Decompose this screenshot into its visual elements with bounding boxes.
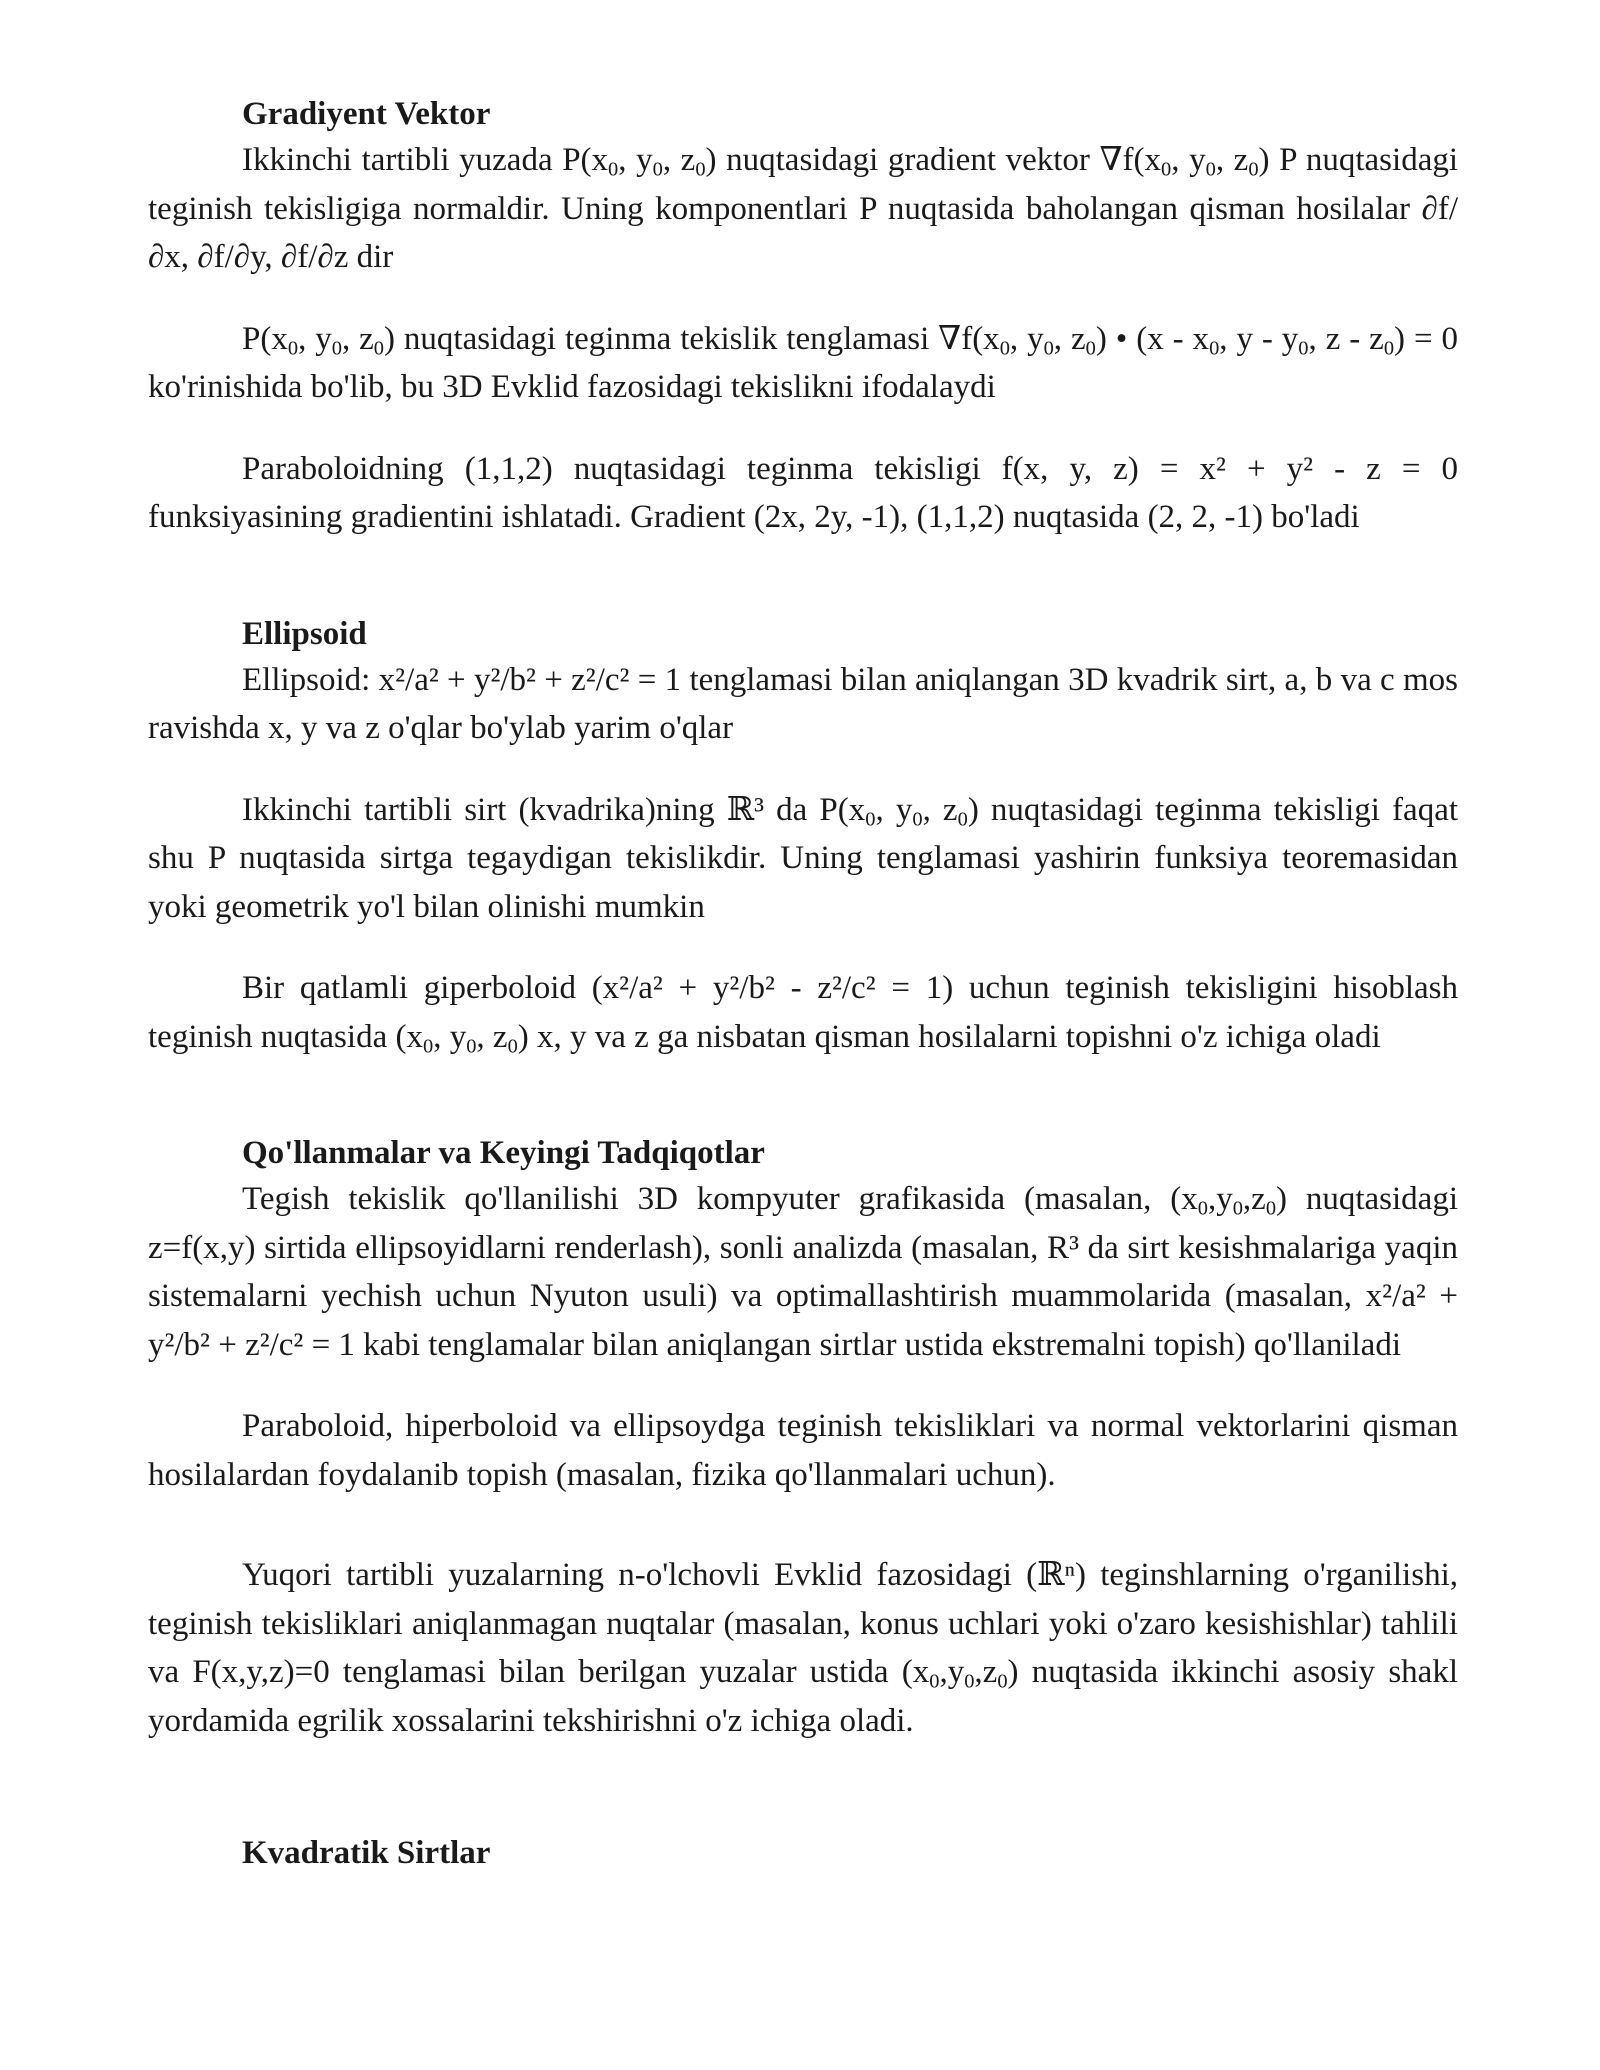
paragraph [148,1175,1458,1369]
text-run: ) nuqtasidagi gradient vektor ∇f(x [705,142,1162,178]
text-run: , y [618,142,653,178]
subscript: 0 [997,1670,1008,1693]
subscript: 0 [1043,337,1054,360]
document-page [148,92,1458,1875]
subscript: 0 [331,337,342,360]
text-run: Bir qatlamli giperboloid (x²/a² + y²/b² - z²/c² = 1) uchun teginish tekisligini hisoblash teginish nuqtasida (x [148,970,1458,1055]
subscript: 0 [652,158,663,181]
text-run: ) nuqtasidagi z=f(x,y) sirtida ellipsoyidlarni renderlash), sonli analizda (masalan, R³ da sirt kesishmalariga yaqin sistemalarni yechish uchun Nyuton usuli) va optimallashtirish muammolarida (masalan, x²/a² + y²/b² + z²/c² = 1 kabi tenglamalar bilan aniqlangan sirtlar ustida ekstremalni topish) qo'llaniladi [148,1181,1458,1363]
subscript: 0 [865,808,876,831]
text-run: P(x [242,320,288,357]
subscript: 0 [999,337,1010,360]
text-run: ) nuqtasidagi teginma tekislik tenglamasi ∇f(x [384,320,1000,357]
text-run: Ikkinchi tartibli yuzada P(x [242,142,609,178]
paragraph [148,445,1458,542]
text-run: , z [1215,142,1249,178]
subscript: 0 [422,1035,434,1058]
text-run: , z [1053,320,1086,357]
text-run: ) x, y va z ga nisbatan qisman hosilalarni topishni o'z ichiga oladi [517,1018,1381,1055]
text-run: , y - y [1219,320,1299,357]
text-run: , y [1009,320,1044,357]
subscript: 0 [373,337,384,360]
paragraph [148,1402,1458,1499]
subscript: 0 [1265,1197,1277,1220]
paragraph [148,1551,1458,1745]
text-run: , y [298,320,332,357]
text-run: Ikkinchi tartibli sirt (kvadrika)ning ℝ³ da P(x [242,791,866,828]
section-heading-applications: Qo'llanmalar va Keyingi Tadqiqotlar [242,1135,765,1171]
subscript: 0 [1298,337,1309,360]
section-heading-ellipsoid: Ellipsoid [242,615,367,652]
text-run: ) • (x - x [1095,320,1210,357]
text-run: , y [875,791,913,828]
text-run: Tegish tekislik qo'llanilishi 3D kompyuter grafikasida (masalan, (x [242,1181,1198,1217]
text-run: , y [1171,142,1206,178]
subscript: 0 [929,1670,940,1693]
section-heading-gradient-vector: Gradiyent Vektor [242,96,491,132]
paragraph [148,315,1458,412]
section-heading-quadric-surfaces: Kvadratik Sirtlar [242,1835,491,1871]
text-run: , z - z [1308,320,1384,357]
subscript: 0 [912,808,923,831]
text-run: , z [662,142,696,178]
text-run: ,y [1207,1181,1233,1217]
text-run: ) nuqtasidagi teginma tekisligi faqat shu P nuqtasida sirtga tegaydigan tekislikdir. Uning tenglamasi yashirin funksiya teoremasidan yoki geometrik yo'l bilan olinishi mumkin [148,791,1459,925]
text-run: Ellipsoid: x²/a² + y²/b² + z²/c² = 1 tenglamasi bilan aniqlangan 3D kvadrik sirt, a, b va c mos ravishda x, y va z o'qlar bo'ylab yarim o'qlar [148,661,1458,746]
subscript: 0 [1161,158,1172,181]
subscript: 0 [1209,337,1220,360]
text-run: , z [922,791,958,828]
text-run: ,y [939,1654,965,1690]
subscript: 0 [695,158,706,181]
subscript: 0 [1383,337,1395,360]
text-run: , y [433,1018,467,1055]
text-run: , z [341,320,374,357]
text-run: Yuqori tartibli yuzalarning n-o'lchovli Evklid fazosidagi (ℝⁿ) teginshlarning o'rganilishi, teginish tekisliklari aniqlanmagan nuqtalar (masalan, konus uchlari yoki o'zaro kesishishlar) tahlili va F(x,y,z)=0 tenglamasi bilan berilgan yuzalar ustida (x [148,1557,1458,1690]
text-run: ) nuqtasida ikkinchi asosiy shakl yordamida egrilik xossalarini tekshirishni o'z ichiga oladi. [148,1654,1458,1739]
subscript: 0 [287,337,299,360]
text-run: Paraboloid, hiperboloid va ellipsoydga teginish tekisliklari va normal vektorlarini qisman hosilalardan foydalanib topish (masalan, fizika qo'llanmalari uchun). [148,1408,1458,1493]
paragraph [148,786,1458,932]
subscript: 0 [1248,158,1259,181]
subscript: 0 [964,1670,975,1693]
text-run: ) = 0 ko'rinishida bo'lib, bu 3D Evklid fazosidagi tekislikni ifodalaydi [148,320,1458,405]
paragraph [148,964,1458,1061]
subscript: 0 [1197,1197,1208,1220]
text-run: ) P nuqtasidagi teginish tekisligiga normaldir. Uning komponentlari P nuqtasida baholangan qisman hosilalar ∂f/∂x, ∂f/∂y, ∂f/∂z dir [148,142,1459,275]
subscript: 0 [608,158,619,181]
text-run: ,z [974,1654,998,1690]
subscript: 0 [1085,337,1096,360]
text-run: , z [476,1018,508,1055]
text-run: Paraboloidning (1,1,2) nuqtasidagi teginma tekisligi f(x, y, z) = x² + y² - z = 0 funksiyasining gradientini ishlatadi. Gradient (2x, 2y, -1), (1,1,2) nuqtasida (2, 2, -1) bo'ladi [148,450,1458,535]
subscript: 0 [466,1035,477,1058]
paragraph [148,136,1458,282]
subscript: 0 [1232,1197,1243,1220]
subscript: 0 [507,1035,518,1058]
text-run: ,z [1242,1181,1266,1217]
subscript: 0 [957,808,968,831]
paragraph [148,656,1458,753]
subscript: 0 [1205,158,1216,181]
